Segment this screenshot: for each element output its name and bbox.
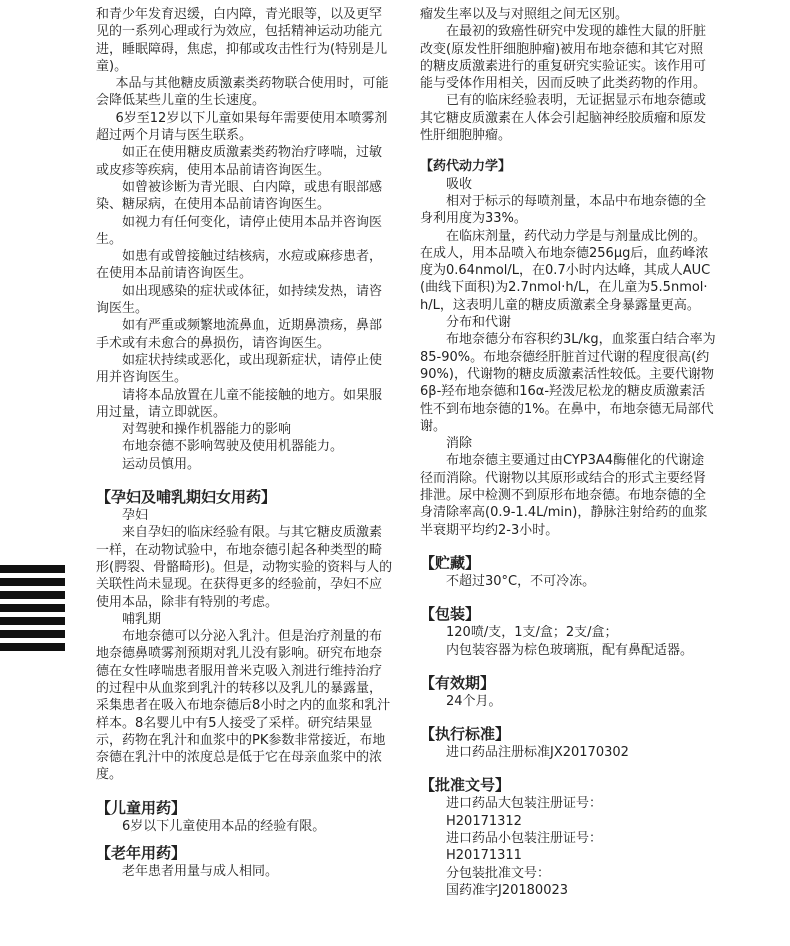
standard-section [420, 724, 716, 761]
precaution-text: 如正在使用糖皮质激素类药物治疗哮喘，过敏或皮疹等疾病，使用本品前请咨询医生。 [96, 145, 383, 178]
barcode-bar [0, 604, 65, 612]
toxicology-text: 已有的临床经验表明，无证据显示布地奈德或其它糖皮质激素在人体会引起脑神经胶质瘤和原发性肝细胞肿瘤。 [420, 93, 707, 144]
approval-number: H20171311 [446, 848, 522, 864]
precaution-text: 如视力有任何变化，请停止使用本品并咨询医生。 [96, 214, 383, 247]
lactation-subheading: 哺乳期 [122, 611, 162, 627]
package-text: 120喷/支，1支/盒；2支/盒； [446, 625, 618, 641]
geriatric-text: 老年患者用量与成人相同。 [122, 864, 279, 880]
edge-barcode-mark [0, 565, 65, 656]
lactation-text: 布地奈德可以分泌入乳汁。但是治疗剂量的布地奈德鼻喷雾剂预期对乳儿没有影响。研究布地奈德在女性哮喘患者服用普米克吸入剂进行维持治疗的过程中从血浆到乳汁的转移以及乳儿的暴露量，采集患者在吸入布地奈德后8小时之内的血浆和乳汁样本。8名婴儿中有5人接受了采样。研究结果显示，药物在乳汁和血浆中的PK参数非常接近，布地奈德在乳汁中的浓度总是低于它在母亲血浆中的浓度。 [96, 629, 391, 783]
precaution-text: 如症状持续或恶化，或出现新症状，请停止使用并咨询医生。 [96, 352, 383, 386]
package-text: 内包装容器为棕色玻璃瓶，配有鼻配适器。 [446, 642, 694, 658]
driving-text: 布地奈德不影响驾驶及使用机器能力。 [122, 439, 344, 455]
elimination-text: 布地奈德主要通过由CYP3A4酶催化的代谢途径而消除。代谢物以其原形或结合的形式主要经肾排泄。尿中检测不到原形布地奈德。布地奈德的全身清除率高(0.9-1.4L/min)，静脉注射给药的血浆半衰期平均约2-3小时。 [420, 453, 708, 538]
precaution-text: 如有严重或频繁地流鼻血，近期鼻溃疡，鼻部手术或有未愈合的鼻损伤，请咨询医生。 [96, 318, 383, 351]
storage-section [420, 553, 716, 590]
pediatric-heading: 【儿童用药】 [96, 798, 187, 817]
precaution-text: 和青少年发育迟缓，白内障，青光眼等，以及更罕见的一系列心理或行为效应，包括精神运动功能亢进，睡眠障碍，焦虑，抑郁或攻击性行为(特别是儿童)。 [96, 7, 388, 74]
pharmacokinetics-section [420, 158, 716, 539]
geriatric-section [96, 843, 394, 880]
storage-text: 不超过30°C，不可冷冻。 [446, 573, 596, 589]
geriatric-heading: 【老年用药】 [96, 844, 187, 863]
precaution-text: 如曾被诊断为青光眼、白内障，或患有眼部感染、糖尿病，在使用本品前请咨询医生。 [96, 179, 383, 213]
left-column [96, 6, 394, 880]
approval-number: H20171312 [446, 813, 522, 829]
absorption-text: 在临床剂量，药代动力学是与剂量成比例的。在成人，用本品喷入布地奈德256μg后，血药峰浓度为0.64nmol/L，在0.7小时内达峰，其成人AUC(曲线下面积)为2.7nmol·h/L，在儿童为5.5nmol·h/L，这表明儿童的糖皮质激素全身暴露量更高。 [420, 228, 711, 313]
pregnancy-section [96, 487, 394, 784]
storage-heading: 【贮藏】 [420, 553, 481, 572]
pregnancy-subheading: 孕妇 [122, 508, 149, 524]
package-section [420, 604, 716, 659]
precaution-text: 如出现感染的症状或体征，如持续发热，请咨询医生。 [96, 283, 383, 317]
approval-heading: 【批准文号】 [420, 776, 511, 795]
distribution-subheading: 分布和代谢 [446, 315, 512, 331]
standard-text: 进口药品注册标准JX20170302 [446, 745, 629, 761]
absorption-text: 相对于标示的每喷剂量，本品中布地奈德的全身利用度为33%。 [420, 193, 707, 227]
approval-text: 分包装批准文号： [446, 865, 551, 881]
approval-number: 国药准字J20180023 [446, 882, 569, 898]
precaution-text: 6岁至12岁以下儿童如果每年需要使用本喷雾剂超过两个月请与医生联系。 [96, 110, 388, 144]
approval-section [420, 775, 716, 899]
toxicology-text: 瘤发生率以及与对照组之间无区别。 [420, 7, 629, 22]
distribution-text: 布地奈德分布容积约3L/kg，血浆蛋白结合率为85-90%。布地奈德经肝脏首过代谢的程度很高(约90%)，代谢物的糖皮质激素活性较低。主要代谢物6β-羟布地奈德和16α-羟泼尼松龙的糖皮质激素活性不到布地奈德的1%。在鼻中，布地奈德无局部代谢。 [420, 332, 716, 434]
athlete-text: 运动员慎用。 [122, 456, 201, 472]
barcode-bar [0, 630, 65, 638]
pediatric-section [96, 798, 394, 835]
elimination-subheading: 消除 [446, 436, 473, 452]
driving-subheading: 对驾驶和操作机器能力的影响 [122, 422, 292, 438]
approval-text: 进口药品小包装注册证号： [446, 830, 603, 846]
barcode-bar [0, 617, 65, 625]
absorption-subheading: 吸收 [446, 176, 473, 192]
right-column [420, 6, 716, 899]
validity-heading: 【有效期】 [420, 673, 496, 692]
toxicology-text: 在最初的致癌性研究中发现的雄性大鼠的肝脏改变(原发性肝细胞肿瘤)被用布地奈德和其它对照的糖皮质激素进行的重复研究实验证实。该作用可能与受体作用相关，因而反映了此类药物的作用。 [420, 24, 707, 92]
validity-section [420, 673, 716, 710]
barcode-bar [0, 565, 65, 573]
standard-heading: 【执行标准】 [420, 725, 511, 744]
package-heading: 【包装】 [420, 605, 481, 624]
validity-text: 24个月。 [446, 693, 502, 709]
approval-text: 进口药品大包装注册证号： [446, 796, 603, 812]
precaution-text: 请将本品放置在儿童不能接触的地方。如果服用过量，请立即就医。 [96, 387, 383, 420]
barcode-bar [0, 578, 65, 586]
pediatric-text: 6岁以下儿童使用本品的经验有限。 [122, 818, 326, 834]
pharmacokinetics-heading: 【药代动力学】 [420, 159, 512, 175]
precaution-text: 本品与其他糖皮质激素类药物联合使用时，可能会降低某些儿童的生长速度。 [96, 76, 389, 109]
barcode-bar [0, 643, 65, 651]
pregnancy-heading: 【孕妇及哺乳期妇女用药】 [96, 488, 277, 507]
precaution-text: 如患有或曾接触过结核病，水痘或麻疹患者，在使用本品前请咨询医生。 [96, 249, 383, 282]
barcode-bar [0, 591, 65, 599]
pregnancy-text: 来自孕妇的临床经验有限。与其它糖皮质激素一样，在动物试验中，布地奈德引起各种类型的畸形(腭裂、骨骼畸形)。但是，动物实验的资料与人的关联性尚未显现。在获得更多的经验前，孕妇不应使用本品，除非有特别的考虑。 [96, 525, 393, 610]
